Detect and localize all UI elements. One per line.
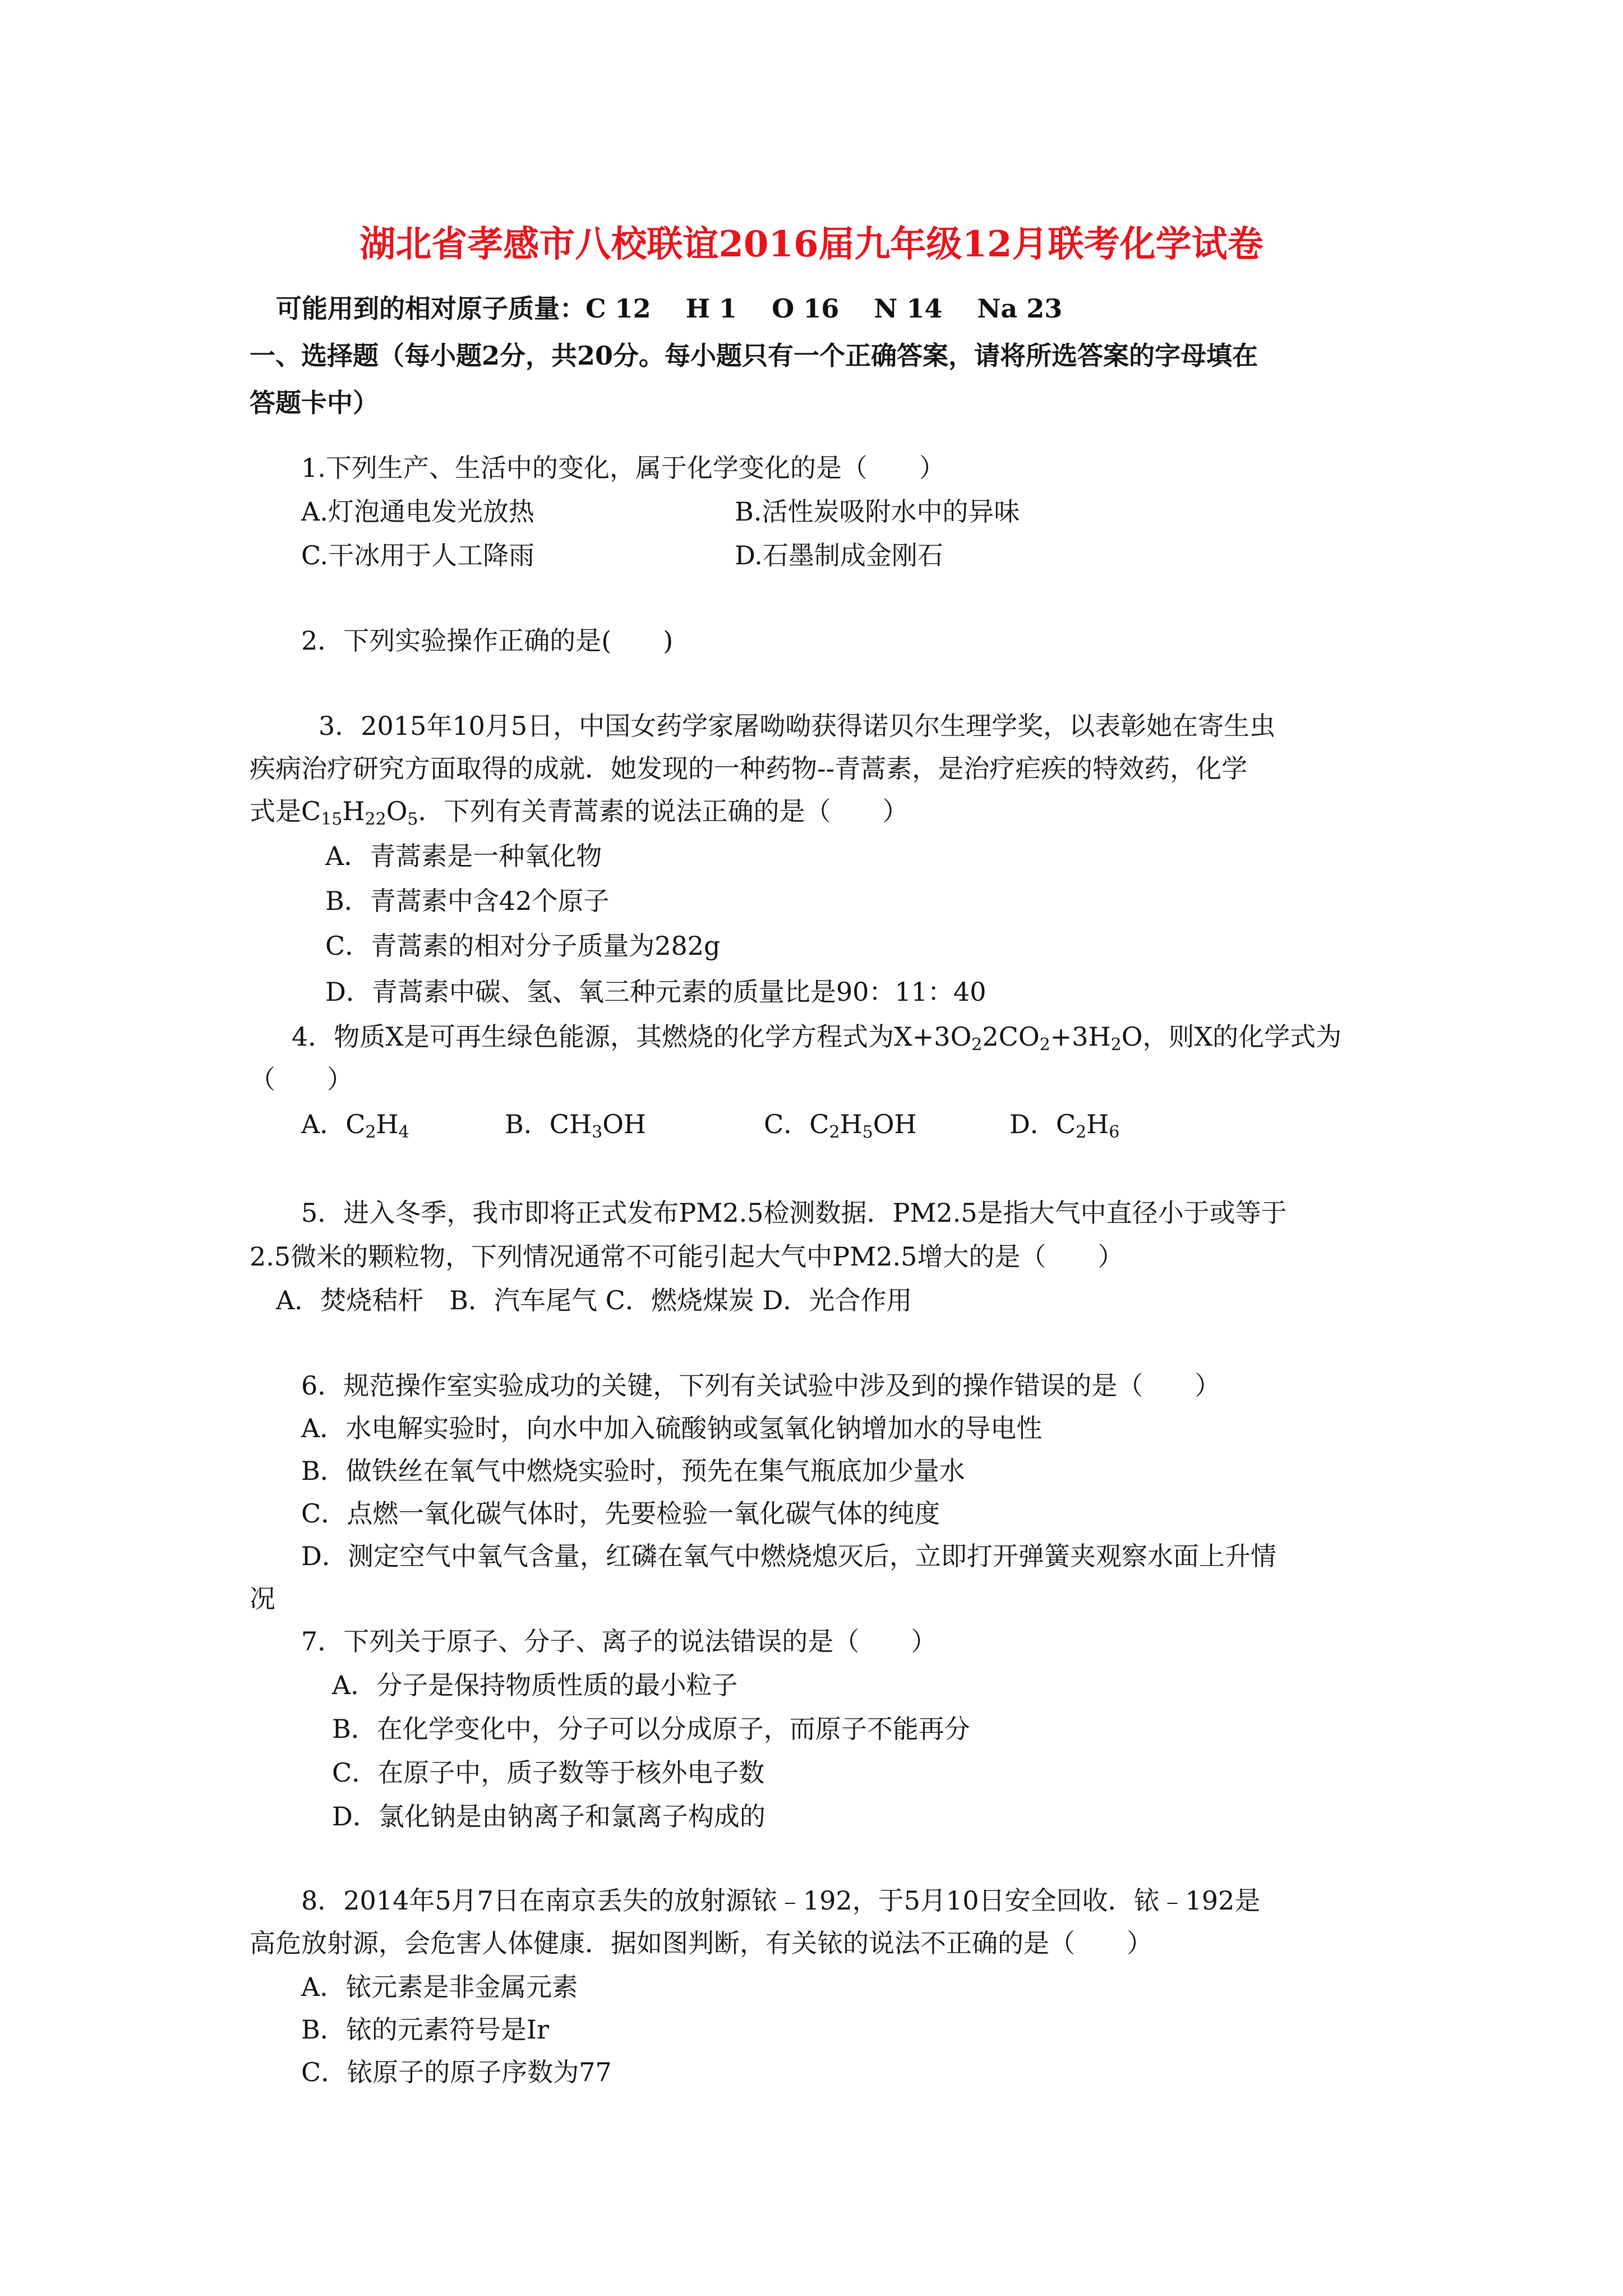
q6-option-c: C．点燃一氧化碳气体时，先要检验一氧化碳气体的纯度	[301, 1498, 940, 1529]
section-heading-line-2: 答题卡中）	[250, 388, 379, 418]
q8-option-b: B．铱的元素符号是Ir	[301, 2014, 549, 2045]
q8-option-a: A．铱元素是非金属元素	[301, 1972, 578, 2002]
q1-option-b: B.活性炭吸附水中的异味	[735, 496, 1020, 527]
q7-option-c: C．在原子中，质子数等于核外电子数	[332, 1757, 765, 1788]
q2-stem: 2．下列实验操作正确的是( )	[301, 625, 674, 656]
q8-line-2: 高危放射源，会危害人体健康．据如图判断，有关铱的说法不正确的是（ ）	[250, 1928, 1152, 1958]
q6-option-d-line-2: 况	[250, 1584, 275, 1614]
q7-option-a: A．分子是保持物质性质的最小粒子	[332, 1670, 738, 1700]
q1-stem: 1.下列生产、生活中的变化，属于化学变化的是（ ）	[301, 453, 945, 483]
q3-line-1: 3．2015年10月5日，中国女药学家屠呦呦获得诺贝尔生理学奖，以表彰她在寄生虫	[319, 711, 1276, 741]
q8-line-1: 8．2014年5月7日在南京丢失的放射源铱﹣192，于5月10日安全回收．铱﹣192是	[301, 1885, 1261, 1916]
q4-option-d: D．$C_2H_6$	[1009, 1109, 1120, 1142]
q3-option-a: A．青蒿素是一种氧化物	[325, 841, 602, 871]
q7-option-b: B．在化学变化中，分子可以分成原子，而原子不能再分	[332, 1714, 970, 1744]
q6-option-d-line-1: D．测定空气中氧气含量，红磷在氧气中燃烧熄灭后，立即打开弹簧夹观察水面上升情	[301, 1541, 1276, 1571]
q5-line-2: 2.5微米的颗粒物，下列情况通常不可能引起大气中PM2.5增大的是（ ）	[250, 1241, 1124, 1272]
q3-line-3: 式是$C_{15}H_{22}O_5$．下列有关青蒿素的说法正确的是（ ）	[250, 796, 909, 829]
q4-option-a: A．$C_2H_4$	[301, 1109, 409, 1142]
q7-stem: 7．下列关于原子、分子、离子的说法错误的是（ ）	[301, 1626, 937, 1657]
q6-option-b: B．做铁丝在氧气中燃烧实验时，预先在集气瓶底加少量水	[301, 1456, 965, 1486]
q1-option-c: C.干冰用于人工降雨	[301, 540, 535, 570]
q6-option-a: A．水电解实验时，向水中加入硫酸钠或氢氧化钠增加水的导电性	[301, 1413, 1043, 1443]
q3-option-c: C．青蒿素的相对分子质量为282g	[325, 931, 721, 961]
q3-option-d: D．青蒿素中碳、氢、氧三种元素的质量比是90：11：40	[325, 977, 986, 1007]
q5-line-1: 5．进入冬季，我市即将正式发布PM2.5检测数据．PM2.5是指大气中直径小于或等于	[301, 1198, 1287, 1228]
q3-line-2: 疾病治疗研究方面取得的成就．她发现的一种药物--青蒿素，是治疗疟疾的特效药，化学	[250, 753, 1248, 784]
q4-option-c: C．$C_2H_5OH$	[764, 1109, 917, 1142]
atomic-mass-line: 可能用到的相对原子质量：C 12 H 1 O 16 N 14 Na 23	[276, 293, 1063, 324]
q4-line-2: （ ）	[250, 1064, 353, 1094]
page-title: 湖北省孝感市八校联谊2016届九年级12月联考化学试卷	[359, 223, 1264, 265]
q5-options: A．焚烧秸杆 B．汽车尾气 C．燃烧煤炭 D．光合作用	[276, 1285, 912, 1315]
q6-stem: 6．规范操作室实验成功的关键，下列有关试验中涉及到的操作错误的是（ ）	[301, 1370, 1221, 1401]
section-heading-line-1: 一、选择题（每小题2分，共20分。每小题只有一个正确答案，请将所选答案的字母填在	[250, 341, 1258, 371]
q4-line-1: 4．物质X是可再生绿色能源，其燃烧的化学方程式为$X+3O_22CO_2+3H_2O$，则X的化学式为	[292, 1022, 1342, 1055]
q3-option-b: B．青蒿素中含42个原子	[325, 886, 610, 916]
q1-option-d: D.石墨制成金刚石	[735, 540, 943, 570]
q1-option-a: A.灯泡通电发光放热	[301, 496, 534, 527]
q7-option-d: D．氯化钠是由钠离子和氯离子构成的	[332, 1801, 766, 1832]
q4-option-b: B．$CH_3OH$	[505, 1109, 647, 1142]
q8-option-c: C．铱原子的原子序数为77	[301, 2057, 612, 2087]
